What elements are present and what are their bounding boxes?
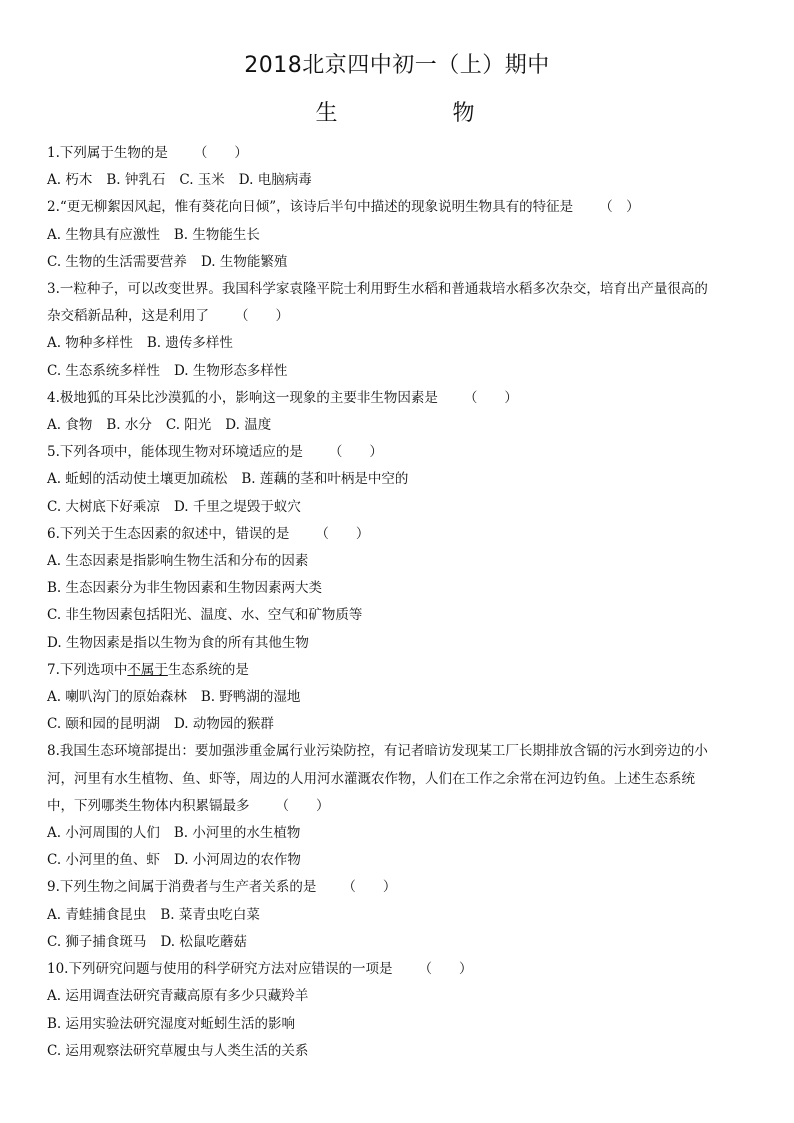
- option: C. 玉米: [179, 172, 225, 189]
- option: C. 大树底下好乘凉: [47, 498, 160, 515]
- option: B. 钟乳石: [106, 172, 166, 189]
- option-row: [47, 412, 747, 439]
- question-stem-continued: 河，河里有水生植物、鱼、虾等，周边的人用河水灌溉农作物，人们在工作之余常在河边钓鱼。上述生态系统: [47, 770, 695, 787]
- option-row: [47, 820, 747, 847]
- question-stem-continued: 中，下列哪类生物体内积累镉最多 （ ）: [47, 797, 330, 814]
- option: D. 温度: [225, 417, 272, 434]
- option-row: [47, 983, 747, 1010]
- option: A. 生物具有应激性: [47, 226, 160, 243]
- option-row: [47, 684, 747, 711]
- option: D. 生物形态多样性: [173, 362, 288, 379]
- question-stem: 9.下列生物之间属于消费者与生产者关系的是 （ ）: [47, 879, 397, 896]
- option: C. 生物的生活需要营养: [47, 253, 187, 270]
- option: C. 运用观察法研究草履虫与人类生活的关系: [47, 1042, 309, 1059]
- option: A. 朽木: [47, 172, 93, 189]
- question-stem: 10.下列研究问题与使用的科学研究方法对应错误的一项是 （ ）: [47, 961, 473, 978]
- option: D. 生物能繁殖: [200, 253, 288, 270]
- question-stem: 4.极地狐的耳朵比沙漠狐的小，影响这一现象的主要非生物因素是 （ ）: [47, 389, 518, 406]
- option: D. 生物因素是指以生物为食的所有其他生物: [47, 634, 309, 651]
- option: C. 生态系统多样性: [47, 362, 160, 379]
- question-stem: 5.下列各项中，能体现生物对环境适应的是 （ ）: [47, 444, 383, 461]
- option: B. 莲藕的茎和叶柄是中空的: [241, 471, 409, 488]
- option-row: [47, 630, 747, 657]
- option-row: [47, 167, 747, 194]
- option: C. 阳光: [165, 417, 212, 434]
- option: A. 喇叭沟门的原始森林: [47, 689, 187, 706]
- option-row: [47, 847, 747, 874]
- question-stem: 3.一粒种子，可以改变世界。我国科学家袁隆平院士利用野生水稻和普通栽培水稻多次杂交，培育出产量很高的: [47, 281, 708, 298]
- option: B. 野鸭湖的湿地: [200, 689, 301, 706]
- question-stem: 2.“更无柳絮因风起，惟有葵花向日倾”，该诗后半句中描述的现象说明生物具有的特征是 （ ）: [47, 199, 640, 216]
- option: A. 青蛙捕食昆虫: [47, 906, 147, 923]
- underlined-keyword: 不属于: [127, 661, 168, 678]
- question-list: [47, 140, 747, 1065]
- option: C. 非生物因素包括阳光、温度、水、空气和矿物质等: [47, 607, 363, 624]
- option: C. 颐和园的昆明湖: [47, 716, 160, 733]
- option: D. 松鼠吃蘑菇: [160, 933, 247, 950]
- option: D. 动物园的猴群: [173, 716, 274, 733]
- option-row: [47, 575, 747, 602]
- option: A. 食物: [47, 417, 93, 434]
- option: D. 电脑病毒: [238, 172, 312, 189]
- option: C. 小河里的鱼、虾: [47, 852, 160, 869]
- option: D. 小河周边的农作物: [173, 852, 301, 869]
- option: B. 运用实验法研究湿度对蚯蚓生活的影响: [47, 1015, 296, 1032]
- option-row: [47, 1038, 747, 1065]
- option-row: [47, 1011, 747, 1038]
- option-row: [47, 358, 747, 385]
- question-stem: 1.下列属于生物的是 （ ）: [47, 145, 248, 161]
- exam-title: 2018北京四中初一（上）期中: [244, 53, 550, 78]
- option-row: [47, 466, 747, 493]
- option-row: [47, 711, 747, 738]
- option-row: [47, 222, 747, 249]
- subject-title: 生 物: [315, 101, 509, 126]
- option: B. 遗传多样性: [146, 335, 233, 352]
- option: A. 物种多样性: [47, 335, 133, 352]
- option-row: [47, 902, 747, 929]
- option-row: [47, 929, 747, 956]
- question-stem-continued: 杂交稻新品种，这是利用了 （ ）: [47, 308, 289, 325]
- option: B. 生态因素分为非生物因素和生物因素两大类: [47, 580, 323, 597]
- question-stem: 7.下列选项中不属于生态系统的是: [47, 661, 249, 678]
- option: A. 生态因素是指影响生物生活和分布的因素: [47, 553, 309, 570]
- option-row: [47, 602, 747, 629]
- option: B. 小河里的水生植物: [173, 825, 301, 842]
- option: A. 小河周围的人们: [47, 825, 160, 842]
- option: B. 菜青虫吃白菜: [160, 906, 260, 923]
- option: B. 水分: [106, 417, 152, 434]
- option: A. 运用调查法研究青藏高原有多少只藏羚羊: [47, 988, 309, 1005]
- option-row: [47, 249, 747, 276]
- option: B. 生物能生长: [173, 226, 260, 243]
- option: A. 蚯蚓的活动使土壤更加疏松: [47, 471, 228, 488]
- option-row: [47, 548, 747, 575]
- option-row: [47, 330, 747, 357]
- option: C. 狮子捕食斑马: [47, 933, 147, 950]
- question-stem: 8.我国生态环境部提出：要加强涉重金属行业污染防控，有记者暗访发现某工厂长期排放含镉的污水到旁边的小: [47, 743, 708, 760]
- option-row: [47, 494, 747, 521]
- option: D. 千里之堤毁于蚁穴: [173, 498, 301, 515]
- question-stem: 6.下列关于生态因素的叙述中，错误的是 （ ）: [47, 525, 370, 542]
